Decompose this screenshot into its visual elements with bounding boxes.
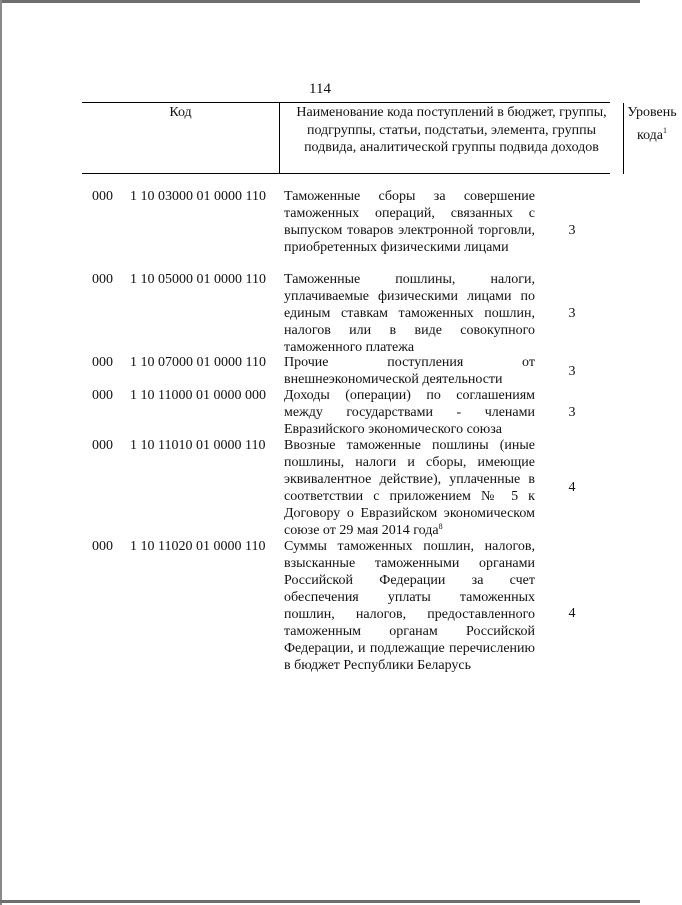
income-code: 1 10 03000 01 0000 110 — [130, 189, 266, 204]
header-level-footnote: 1 — [663, 125, 668, 135]
income-code: 1 10 05000 01 0000 110 — [130, 272, 266, 287]
code-level: 3 — [568, 364, 576, 379]
scan-edge-left — [0, 0, 2, 905]
header-name: Наименование кода поступлений в бюджет, группы, подгруппы, статьи, подстатьи, элемента, группы подвида, аналитической группы подвида доходов — [279, 103, 624, 174]
admin-code: 000 — [92, 388, 113, 403]
admin-code: 000 — [92, 189, 113, 204]
header-level-label: Уровень кода — [627, 105, 677, 143]
income-code: 1 10 07000 01 0000 110 — [130, 355, 266, 370]
header-code: Код — [169, 105, 192, 120]
code-level: 3 — [568, 306, 576, 321]
admin-code: 000 — [92, 539, 113, 554]
income-name: Таможенные пошлины, налоги, уплачиваемые физическими лицами по единым ставкам таможенных пошлин, налогов или в виде совокупного таможенного платежа — [284, 272, 535, 355]
income-code: 1 10 11010 01 0000 110 — [130, 438, 266, 453]
income-name: Доходы (операции) по соглашениям между государствами - членами Евразийского экономического союза — [284, 388, 535, 437]
scan-edge-top — [0, 0, 640, 3]
income-code: 1 10 11000 01 0000 000 — [130, 388, 266, 403]
income-name-text: Ввозные таможенные пошлины (иные пошлины, налоги и сборы, имеющие эквивалентное действие), уплаченные в соответствии с приложением № 5 к Договору о Евразийском экономическом союзе от 29 мая 2014 года — [284, 438, 535, 538]
page-number: 114 — [309, 81, 331, 97]
code-level: 3 — [568, 405, 576, 420]
income-code: 1 10 11020 01 0000 110 — [130, 539, 266, 554]
admin-code: 000 — [92, 355, 113, 370]
code-level: 3 — [568, 223, 576, 238]
admin-code: 000 — [92, 438, 113, 453]
footnote-mark: 8 — [438, 522, 443, 531]
code-level: 4 — [568, 606, 576, 621]
code-level: 4 — [568, 480, 576, 495]
income-name: Таможенные сборы за совершение таможенных операций, связанных с выпуском товаров электронной торговли, приобретенных физическими лицами — [284, 189, 535, 255]
header-level — [622, 104, 682, 174]
income-name: Суммы таможенных пошлин, налогов, взысканные таможенными органами Российской Федерации за счет обеспечения уплаты таможенных пошлин, налогов, предоставленного таможенным органам Российской Федерации, и подлежащие перечислению в бюджет Республики Беларусь — [284, 539, 535, 673]
income-name: Прочие поступления от внешнеэкономической деятельности — [284, 355, 535, 387]
scan-edge-bottom — [0, 900, 640, 903]
admin-code: 000 — [92, 272, 113, 287]
income-name — [284, 437, 535, 539]
table-header — [82, 102, 677, 174]
